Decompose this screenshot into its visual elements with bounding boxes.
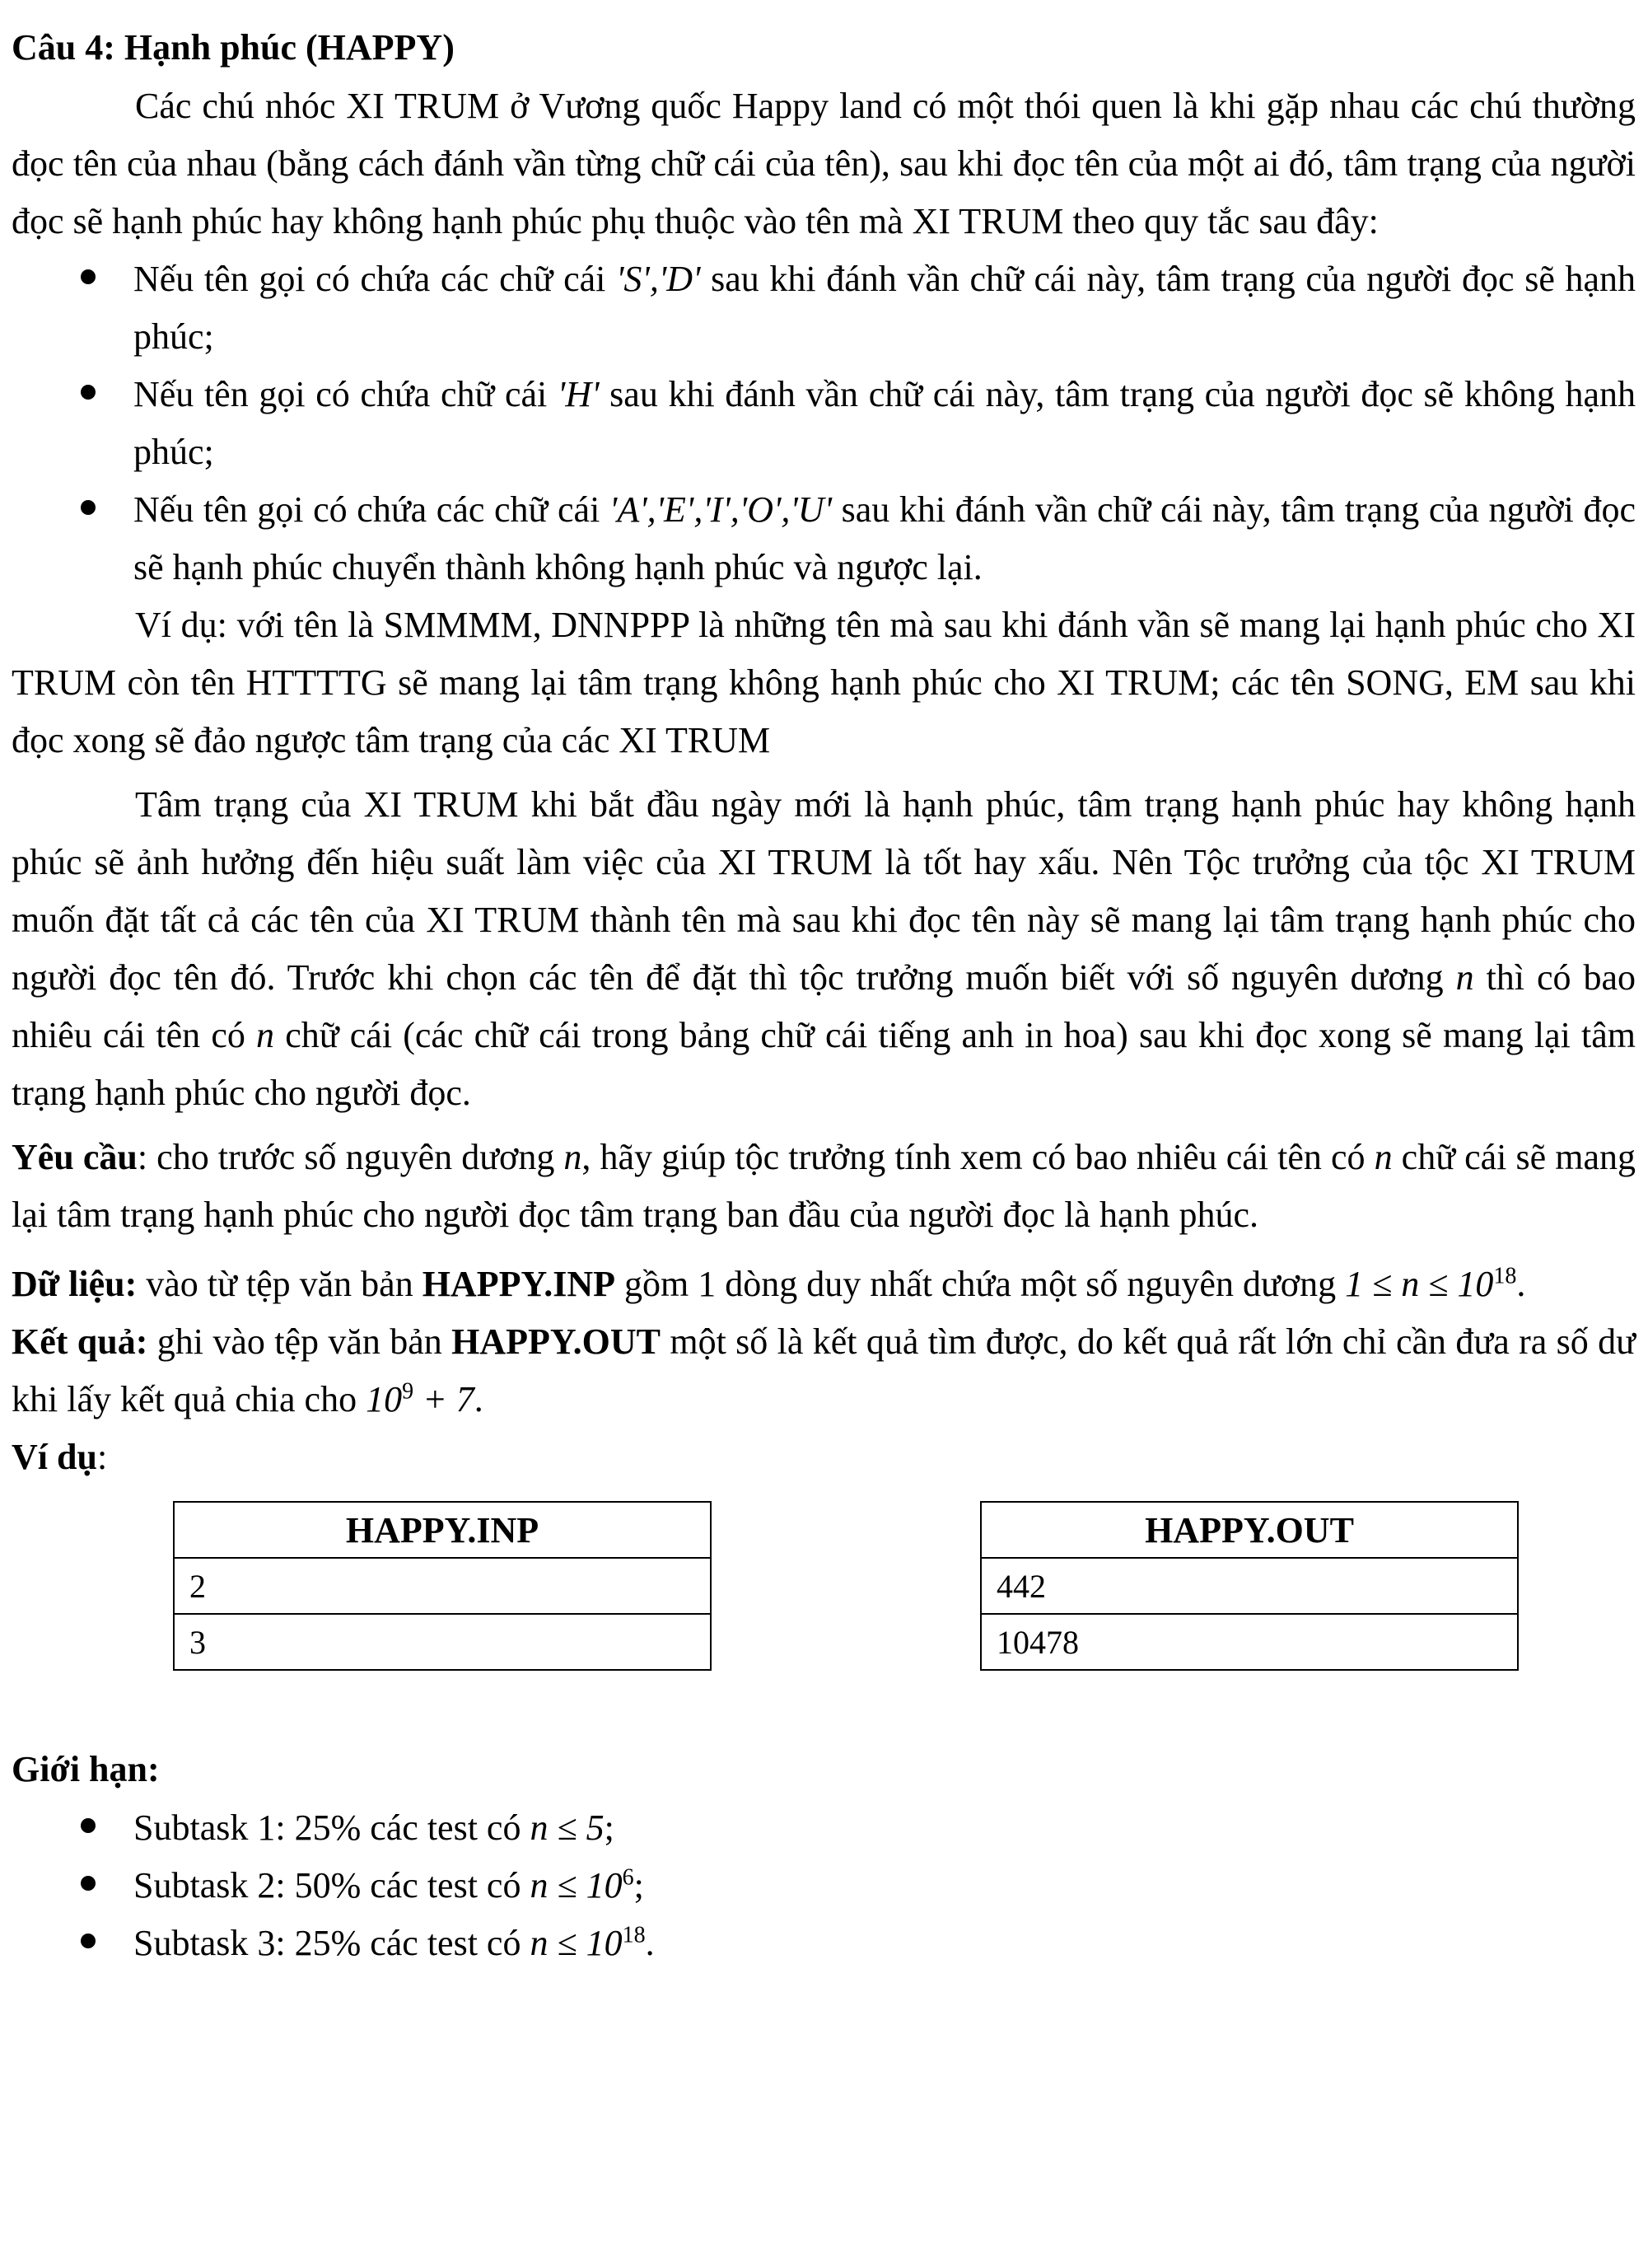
- rule-letters: 'A','E','I','O','U': [609, 489, 832, 530]
- example-label: Ví dụ: [12, 1437, 97, 1477]
- bullet-icon: [81, 1876, 96, 1891]
- input-constraint: 1 ≤ n ≤ 10: [1345, 1264, 1494, 1304]
- subtask-item: Subtask 3: 25% các test có $n \le 10^{18}$.: [12, 1915, 1636, 1972]
- subtask-item: Subtask 1: 25% các test có n ≤ 5;: [12, 1799, 1636, 1857]
- rule-item: Nếu tên gọi có chứa các chữ cái 'A','E','I','O','U' sau khi đánh vần chữ cái này, tâm trạng của người đọc sẽ hạnh phúc chuyển thành không hạnh phúc và ngược lại.: [12, 481, 1636, 596]
- output-label: Kết quả:: [12, 1321, 148, 1362]
- bullet-icon: [81, 500, 96, 515]
- output-paragraph: Kết quả: ghi vào tệp văn bản HAPPY.OUT một số là kết quả tìm được, do kết quả rất lớn chỉ cần đưa ra số dư khi lấy kết quả chia cho $10^9 + 7$.: [12, 1321, 1636, 1419]
- problem-statement: [12, 18, 1636, 1972]
- input-paragraph: Dữ liệu: vào từ tệp văn bản HAPPY.INP gồm 1 dòng duy nhất chứa một số nguyên dương $1 \le n \le 10^{18}$.: [12, 1263, 1526, 1304]
- sample-input-header: HAPPY.INP: [174, 1502, 711, 1558]
- bullet-icon: [81, 1818, 96, 1833]
- requirement-label: Yêu cầu: [12, 1137, 138, 1177]
- sample-output-row: 442: [981, 1558, 1518, 1614]
- requirement-paragraph: Yêu cầu: cho trước số nguyên dương n, hãy giúp tộc trưởng tính xem có bao nhiêu cái tên có n chữ cái sẽ mang lại tâm trạng hạnh phúc cho người đọc tâm trạng ban đầu của người đọc là hạnh phúc.: [12, 1137, 1636, 1235]
- bullet-icon: [81, 385, 96, 400]
- limits-heading: Giới hạn:: [12, 1749, 160, 1789]
- sample-input-row: 3: [174, 1614, 711, 1670]
- example-heading: Ví dụ:: [12, 1437, 108, 1477]
- sample-tables: [12, 1501, 1636, 1740]
- bullet-icon: [81, 269, 96, 284]
- bullet-icon: [81, 1934, 96, 1948]
- subtasks-list: [12, 1799, 1636, 1972]
- example-paragraph: Ví dụ: với tên là SMMMM, DNNPPP là những tên mà sau khi đánh vần sẽ mang lại hạnh phúc cho XI TRUM còn tên HTTTTG sẽ mang lại tâm trạng không hạnh phúc cho XI TRUM; các tên SONG, EM sau khi đọc xong sẽ đảo ngược tâm trạng của các XI TRUM: [12, 605, 1636, 760]
- input-label: Dữ liệu:: [12, 1264, 138, 1304]
- sample-input-row: 2: [174, 1558, 711, 1614]
- input-file-name: HAPPY.INP: [422, 1264, 615, 1304]
- intro-paragraph: Các chú nhóc XI TRUM ở Vương quốc Happy land có một thói quen là khi gặp nhau các chú thường đọc tên của nhau (bằng cách đánh vần từng chữ cái của tên), sau khi đọc tên của một ai đó, tâm trạng của người đọc sẽ hạnh phúc hay không hạnh phúc phụ thuộc vào tên mà XI TRUM theo quy tắc sau đây:: [12, 86, 1636, 241]
- output-modulus: 10: [366, 1379, 403, 1419]
- rules-list: [12, 250, 1636, 596]
- problem-title: Câu 4: Hạnh phúc (HAPPY): [12, 27, 455, 68]
- sample-output-header: HAPPY.OUT: [981, 1502, 1518, 1558]
- rule-letters: 'H': [557, 374, 600, 414]
- output-file-name: HAPPY.OUT: [451, 1321, 661, 1362]
- rule-item: Nếu tên gọi có chứa các chữ cái 'S','D' sau khi đánh vần chữ cái này, tâm trạng của người đọc sẽ hạnh phúc;: [12, 250, 1636, 366]
- rule-item: Nếu tên gọi có chứa chữ cái 'H' sau khi đánh vần chữ cái này, tâm trạng của người đọc sẽ không hạnh phúc;: [12, 366, 1636, 481]
- subtask-item: Subtask 2: 50% các test có $n \le 10^6$;: [12, 1857, 1636, 1915]
- sample-output-row: 10478: [981, 1614, 1518, 1670]
- rule-letters: 'S','D': [616, 259, 701, 299]
- context-paragraph: Tâm trạng của XI TRUM khi bắt đầu ngày mới là hạnh phúc, tâm trạng hạnh phúc hay không hạnh phúc sẽ ảnh hưởng đến hiệu suất làm việc của XI TRUM là tốt hay xấu. Nên Tộc trưởng của tộc XI TRUM muốn đặt tất cả các tên của XI TRUM thành tên mà sau khi đọc tên này sẽ mang lại tâm trạng hạnh phúc cho người đọc tên đó. Trước khi chọn các tên để đặt thì tộc trưởng muốn biết với số nguyên dương n thì có bao nhiêu cái tên có n chữ cái (các chữ cái trong bảng chữ cái tiếng anh in hoa) sau khi đọc xong sẽ mang lại tâm trạng hạnh phúc cho người đọc.: [12, 784, 1636, 1113]
- sample-output-table: [980, 1501, 1519, 1671]
- sample-input-table: [173, 1501, 712, 1671]
